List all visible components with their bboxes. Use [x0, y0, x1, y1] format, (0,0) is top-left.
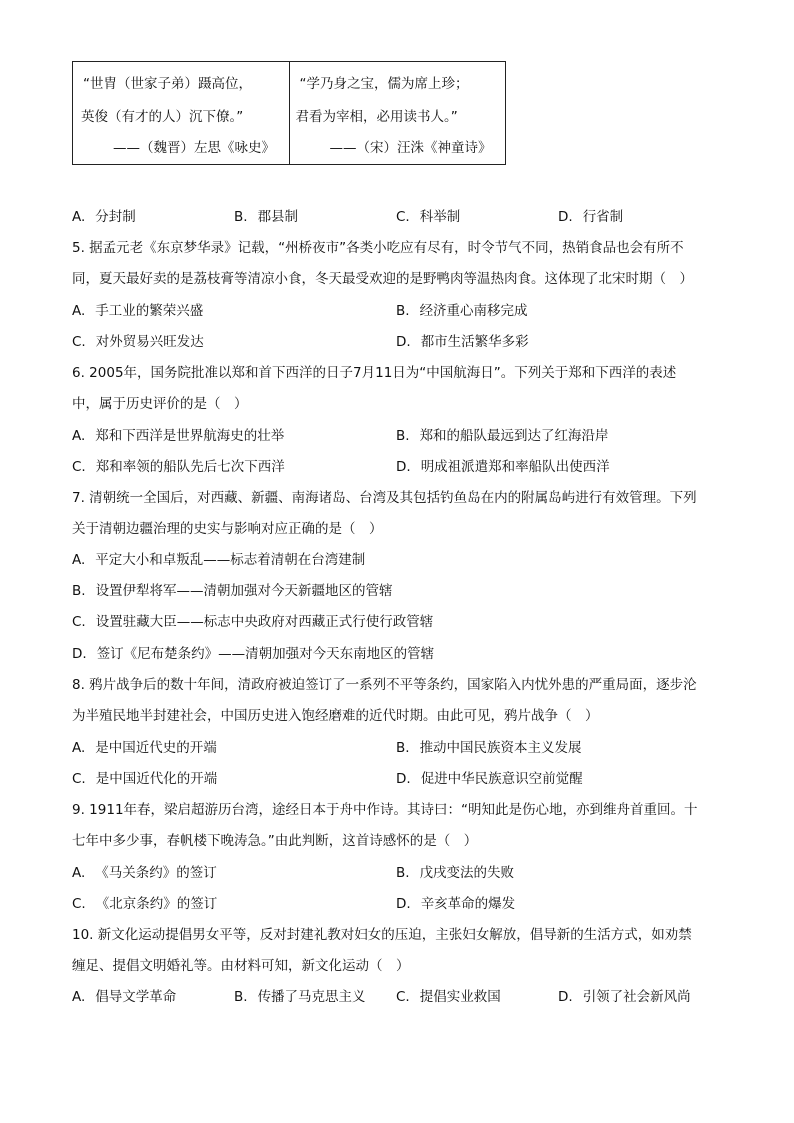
q9-option-c[interactable] [72, 892, 217, 912]
option-letter: A. [72, 989, 86, 1005]
option-letter: B. [396, 740, 410, 756]
question-5-stem: 5. 据孟元老《东京梦华录》记载，“州桥夜市”各类小吃应有尽有，时令节气不同，热销食品也会有所不 [72, 240, 684, 256]
option-text: 设置驻藏大臣——标志中央政府对西藏正式行使行政管辖 [95, 614, 434, 630]
q7-option-c[interactable] [72, 610, 433, 630]
question-7-stem: 关于清朝边疆治理的史实与影响对应正确的是（ ） [72, 521, 383, 537]
q8-option-c[interactable] [72, 767, 217, 787]
q7-option-a[interactable] [72, 548, 365, 568]
question-5-stem: 同，夏天最好卖的是荔枝膏等清凉小食，冬天最受欢迎的是野鸭肉等温热肉食。这体现了北宋时期（ ） [72, 271, 693, 287]
option-letter: D. [558, 209, 573, 225]
option-letter: D. [72, 646, 87, 662]
option-letter: C. [72, 614, 86, 630]
quote-line: 英俊（有才的人）沉下僚。” [81, 109, 244, 125]
option-letter: C. [72, 334, 86, 350]
option-letter: C. [396, 989, 410, 1005]
option-letter: A. [72, 209, 86, 225]
q5-option-a[interactable] [72, 299, 203, 319]
option-text: 郑和率领的船队先后七次下西洋 [95, 459, 285, 475]
option-text: 经济重心南移完成 [419, 303, 528, 319]
option-letter: B. [396, 303, 410, 319]
q6-option-a[interactable] [72, 424, 284, 444]
q6-option-c[interactable] [72, 455, 285, 475]
option-text: 郡县制 [257, 209, 299, 225]
question-8-stem: 为半殖民地半封建社会，中国历史进入饱经磨难的近代时期。由此可见，鸦片战争（ ） [72, 708, 599, 724]
option-text: 设置伊犁将军——清朝加强对今天新疆地区的管辖 [95, 583, 393, 599]
option-letter: D. [558, 989, 573, 1005]
option-text: 明成祖派遣郑和率船队出使西洋 [420, 459, 610, 475]
option-text: 平定大小和卓叛乱——标志着清朝在台湾建制 [95, 552, 366, 568]
option-letter: D. [396, 771, 411, 787]
q10-option-c[interactable] [396, 985, 501, 1005]
quote-line: “世胄（世家子弟）蹑高位， [83, 76, 252, 92]
option-letter: A. [72, 740, 86, 756]
option-text: 行省制 [582, 209, 624, 225]
q10-option-b[interactable] [234, 985, 366, 1005]
question-7-stem: 7. 清朝统一全国后，对西藏、新疆、南海诸岛、台湾及其包括钓鱼岛在内的附属岛屿进行有效管理。下列 [72, 490, 697, 506]
q7-option-d[interactable] [72, 642, 434, 662]
option-text: 《马关条约》的签订 [95, 865, 217, 881]
option-text: 郑和下西洋是世界航海史的壮举 [95, 428, 285, 444]
option-letter: B. [396, 865, 410, 881]
q9-option-d[interactable] [396, 892, 515, 912]
option-letter: C. [72, 459, 86, 475]
quote-source: ——（魏晋）左思《咏史》 [113, 140, 275, 156]
q9-option-a[interactable] [72, 861, 217, 881]
option-letter: D. [396, 334, 411, 350]
quote-line: “学乃身之宝，儒为席上珍； [299, 76, 469, 92]
q4-option-c[interactable] [396, 205, 460, 225]
option-letter: C. [72, 771, 86, 787]
option-text: 传播了马克思主义 [257, 989, 366, 1005]
quote-cell-right [289, 62, 506, 164]
option-letter: D. [396, 896, 411, 912]
option-letter: D. [396, 459, 411, 475]
option-text: 对外贸易兴旺发达 [95, 334, 204, 350]
option-text: 分封制 [95, 209, 136, 225]
option-text: 戊戌变法的失败 [419, 865, 515, 881]
q7-option-b[interactable] [72, 579, 393, 599]
q8-option-b[interactable] [396, 736, 582, 756]
q5-option-d[interactable] [396, 330, 529, 350]
q6-option-d[interactable] [396, 455, 610, 475]
option-letter: C. [396, 209, 410, 225]
question-6-stem: 6. 2005年，国务院批准以郑和首下西洋的日子7月11日为“中国航海日”。下列关于郑和下西洋的表述 [72, 365, 677, 381]
option-text: 倡导文学革命 [95, 989, 177, 1005]
option-letter: B. [396, 428, 410, 444]
option-letter: A. [72, 865, 86, 881]
quote-source: ——（宋）汪洙《神童诗》 [329, 140, 492, 156]
quote-line: 君看为宰相，必用读书人。” [295, 109, 458, 125]
q4-option-d[interactable] [558, 205, 623, 225]
option-letter: A. [72, 552, 86, 568]
question-10-stem: 缠足、提倡文明婚礼等。由材料可知，新文化运动（ ） [72, 958, 410, 974]
question-10-stem: 10. 新文化运动提倡男女平等，反对封建礼教对妇女的压迫，主张妇女解放，倡导新的生活方式，如劝禁 [72, 927, 692, 943]
q8-option-d[interactable] [396, 767, 583, 787]
q10-option-d[interactable] [558, 985, 691, 1005]
option-letter: C. [72, 896, 86, 912]
option-letter: B. [234, 209, 248, 225]
question-9-stem: 七年中多少事，春帆楼下晚涛急。”由此判断，这首诗感怀的是（ ） [72, 833, 478, 849]
option-text: 是中国近代史的开端 [95, 740, 217, 756]
option-letter: A. [72, 428, 86, 444]
option-text: 引领了社会新风尚 [582, 989, 691, 1005]
question-6-stem: 中，属于历史评价的是（ ） [72, 396, 248, 412]
q10-option-a[interactable] [72, 985, 176, 1005]
q5-option-c[interactable] [72, 330, 204, 350]
option-text: 郑和的船队最远到达了红海沿岸 [419, 428, 609, 444]
q9-option-b[interactable] [396, 861, 514, 881]
quote-cell-left [73, 62, 289, 164]
option-text: 手工业的繁荣兴盛 [95, 303, 204, 319]
option-text: 是中国近代化的开端 [95, 771, 218, 787]
quote-table [72, 61, 506, 165]
option-text: 提倡实业救国 [419, 989, 501, 1005]
option-text: 都市生活繁华多彩 [420, 334, 529, 350]
q8-option-a[interactable] [72, 736, 217, 756]
q4-option-b[interactable] [234, 205, 298, 225]
q6-option-b[interactable] [396, 424, 609, 444]
option-text: 促进中华民族意识空前觉醒 [420, 771, 583, 787]
question-9-stem: 9. 1911年春，梁启超游历台湾，途经日本于舟中作诗。其诗曰：“明知此是伤心地，亦到维舟首重回。十 [72, 802, 698, 818]
option-text: 签订《尼布楚条约》——清朝加强对今天东南地区的管辖 [96, 646, 435, 662]
option-text: 推动中国民族资本主义发展 [419, 740, 582, 756]
option-text: 《北京条约》的签订 [95, 896, 218, 912]
q5-option-b[interactable] [396, 299, 528, 319]
option-text: 辛亥革命的爆发 [420, 896, 516, 912]
option-letter: A. [72, 303, 86, 319]
option-text: 科举制 [419, 209, 461, 225]
question-8-stem: 8. 鸦片战争后的数十年间，清政府被迫签订了一系列不平等条约，国家陷入内忧外患的严重局面，逐步沦 [72, 677, 697, 693]
q4-option-a[interactable] [72, 205, 136, 225]
option-letter: B. [234, 989, 248, 1005]
option-letter: B. [72, 583, 86, 599]
